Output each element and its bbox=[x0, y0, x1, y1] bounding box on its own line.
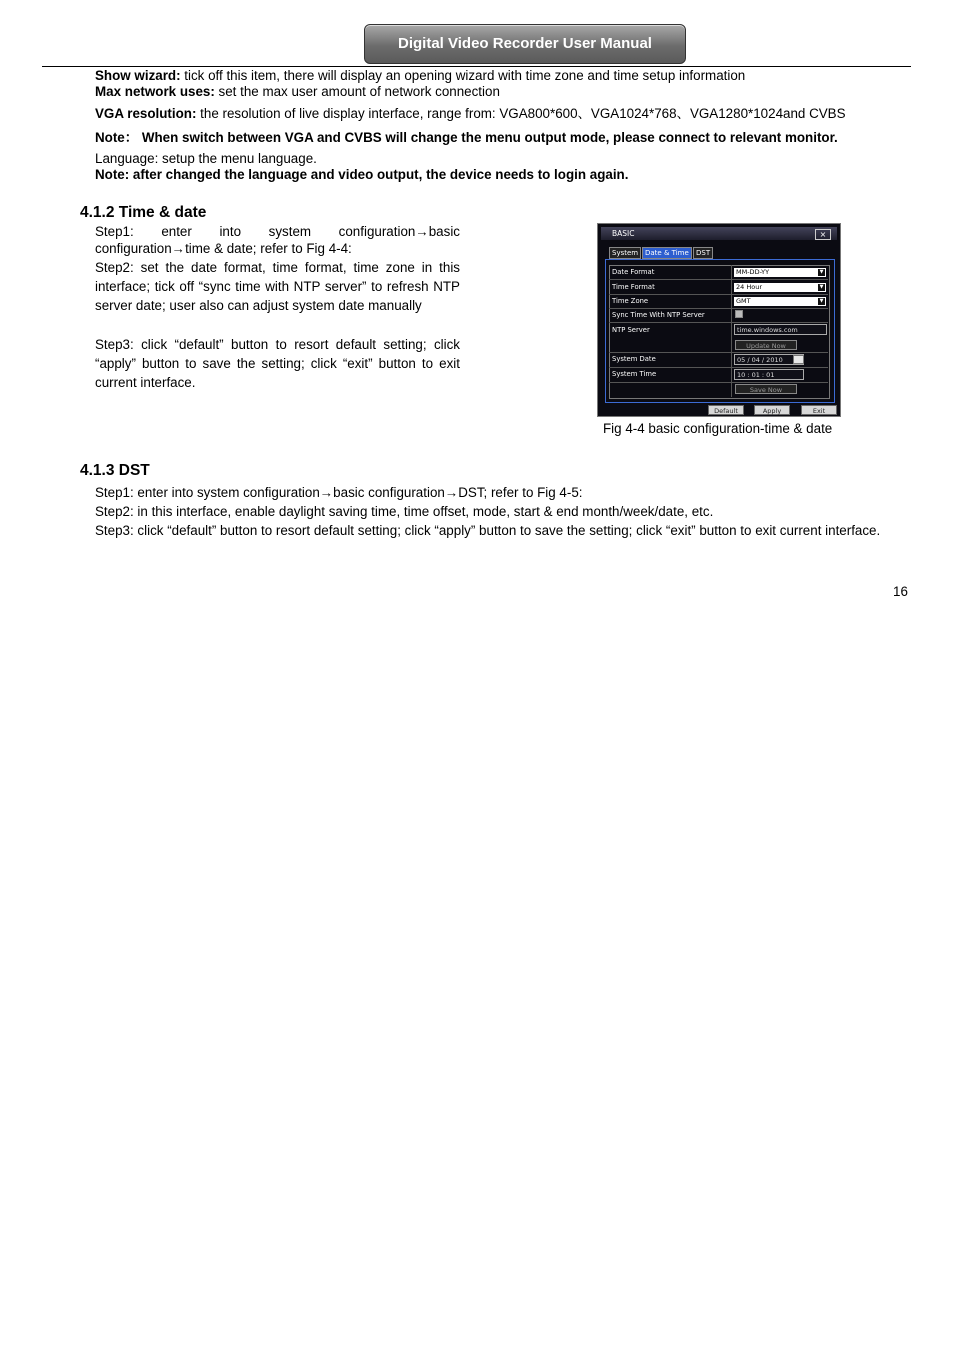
sync-ntp-checkbox[interactable] bbox=[735, 310, 743, 318]
time-step1-line1: Step1: enter into system configuration→basic bbox=[95, 224, 460, 239]
page-number: 16 bbox=[893, 584, 908, 599]
default-button[interactable]: Default bbox=[708, 405, 744, 415]
tab-system[interactable]: System bbox=[609, 247, 641, 259]
time-format-select[interactable] bbox=[734, 283, 826, 292]
save-now-button[interactable]: Save Now bbox=[735, 384, 797, 394]
grid-row-line bbox=[609, 352, 828, 353]
show-wizard-line bbox=[95, 68, 745, 84]
grid-row-line bbox=[609, 382, 828, 383]
manual-header: Digital Video Recorder User Manual bbox=[364, 24, 686, 64]
max-network-line bbox=[95, 84, 500, 100]
date-format-value: MM-DD-YY bbox=[736, 268, 770, 276]
grid-row-line bbox=[609, 308, 828, 309]
label-date-format: Date Format bbox=[612, 268, 655, 276]
tab-date-time[interactable]: Date & Time bbox=[642, 247, 692, 259]
label-ntp-server: NTP Server bbox=[612, 326, 650, 334]
language-line: Language: setup the menu language. bbox=[95, 151, 317, 166]
label-sync-ntp: Sync Time With NTP Server bbox=[612, 311, 705, 319]
calendar-icon[interactable] bbox=[793, 355, 804, 364]
chevron-down-icon: ▼ bbox=[819, 284, 824, 290]
label-time-zone: Time Zone bbox=[612, 297, 649, 305]
system-time-input[interactable]: 10 : 01 : 01 bbox=[734, 369, 804, 380]
section-time-heading: 4.1.2 Time & date bbox=[80, 204, 207, 221]
vga-line bbox=[95, 106, 846, 122]
date-format-select[interactable] bbox=[734, 268, 826, 277]
grid-row-line bbox=[609, 294, 828, 295]
time-step1 bbox=[95, 223, 460, 257]
vga-text: the resolution of live display interface, range from: VGA800*600、VGA1024*768、VGA1280*1024and CVBS bbox=[196, 106, 846, 121]
exit-button[interactable]: Exit bbox=[801, 405, 837, 415]
max-network-text: set the max user amount of network connection bbox=[214, 84, 500, 99]
label-system-date: System Date bbox=[612, 355, 656, 363]
figure-caption: Fig 4-4 basic configuration-time & date bbox=[603, 421, 833, 436]
time-zone-select[interactable] bbox=[734, 297, 826, 306]
grid-row-line bbox=[609, 322, 828, 323]
dst-step1: Step1: enter into system configuration→basic configuration→DST; refer to Fig 4-5: bbox=[95, 485, 583, 500]
vga-label: VGA resolution: bbox=[95, 106, 197, 121]
tab-dst[interactable]: DST bbox=[693, 247, 713, 259]
grid-divider bbox=[731, 265, 732, 397]
dst-step2: Step2: in this interface, enable daylight saving time, time offset, mode, start & end month/week/date, etc. bbox=[95, 504, 714, 519]
basic-config-screenshot bbox=[597, 223, 841, 417]
note-vga-cvbs: Note： When switch between VGA and CVBS will change the menu output mode, please connect to relevant monitor. bbox=[95, 130, 838, 145]
update-now-button[interactable]: Update Now bbox=[735, 340, 797, 350]
chevron-down-icon: ▼ bbox=[819, 298, 824, 304]
show-wizard-text: tick off this item, there will display an opening wizard with time zone and time setup information bbox=[180, 68, 746, 83]
grid-row-line bbox=[609, 279, 828, 280]
max-network-label: Max network uses: bbox=[95, 84, 215, 99]
section-dst-heading: 4.1.3 DST bbox=[80, 462, 150, 479]
chevron-down-icon: ▼ bbox=[819, 269, 824, 275]
label-system-time: System Time bbox=[612, 370, 657, 378]
show-wizard-label: Show wizard: bbox=[95, 68, 181, 83]
header-rule bbox=[42, 66, 911, 67]
time-step3: Step3: click “default” button to resort default setting; click “apply” button to save the setting; click “exit” button to exit current interface. bbox=[95, 337, 460, 390]
dst-step3: Step3: click “default” button to resort default setting; click “apply” button to save the setting; click “exit” button to exit current interface. bbox=[95, 523, 881, 538]
window-title: BASIC bbox=[612, 229, 635, 238]
time-step1-line2: configuration→time & date; refer to Fig 4-4: bbox=[95, 241, 352, 256]
label-time-format: Time Format bbox=[612, 283, 655, 291]
window-titlebar bbox=[601, 227, 837, 240]
note-login: Note: after changed the language and video output, the device needs to login again. bbox=[95, 167, 629, 182]
ntp-server-input[interactable]: time.windows.com bbox=[734, 324, 827, 335]
time-zone-value: GMT bbox=[736, 297, 751, 305]
time-format-value: 24 Hour bbox=[736, 283, 762, 291]
time-step2: Step2: set the date format, time format, time zone in this interface; tick off “sync time with NTP server” to refresh NTP server date; user also can adjust system date manually bbox=[95, 260, 460, 313]
system-date-input[interactable]: 05 / 04 / 2010 bbox=[734, 354, 804, 365]
apply-button[interactable]: Apply bbox=[754, 405, 790, 415]
close-icon[interactable]: × bbox=[815, 229, 831, 240]
grid-row-line bbox=[609, 367, 828, 368]
